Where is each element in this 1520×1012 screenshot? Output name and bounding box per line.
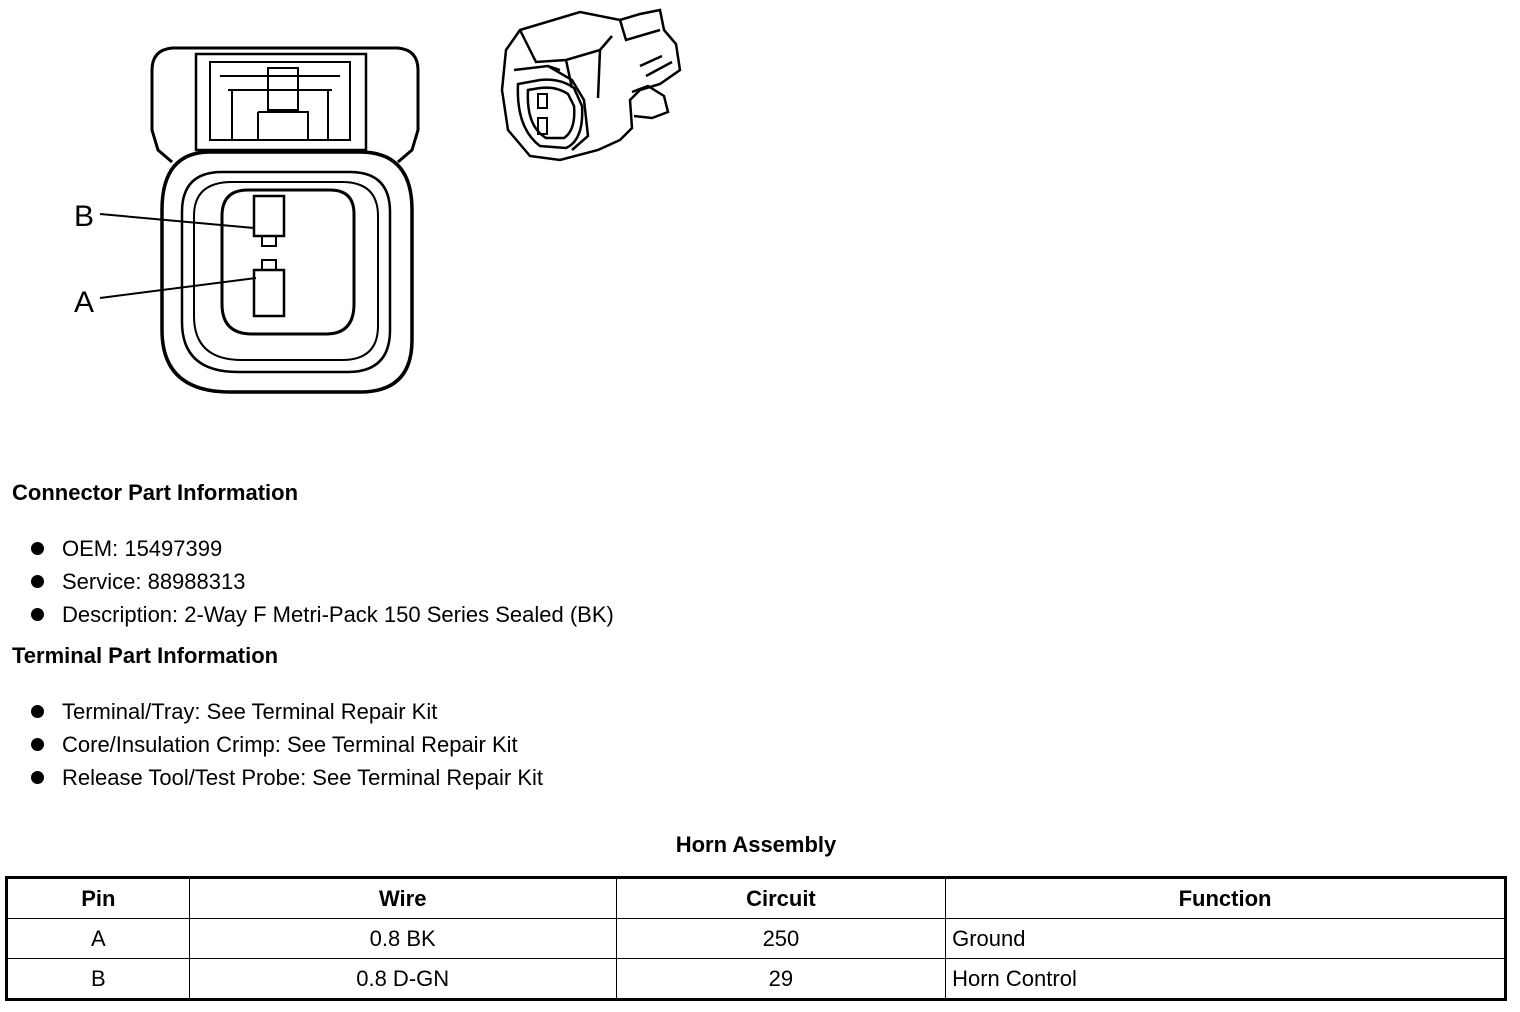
connector-face-view (100, 48, 418, 392)
cell-circuit: 250 (616, 919, 945, 959)
list-item-text: Release Tool/Test Probe: See Terminal Repair Kit (62, 765, 543, 790)
connector-info-heading: Connector Part Information (12, 480, 299, 505)
list-item (28, 695, 543, 728)
header-circuit: Circuit (616, 878, 945, 919)
pin-label-a: A (74, 286, 95, 319)
list-item (28, 728, 543, 761)
bullet-icon (31, 705, 44, 718)
cell-circuit: 29 (616, 959, 945, 1000)
list-item (28, 565, 614, 598)
bullet-icon (31, 608, 44, 621)
bullet-icon (31, 771, 44, 784)
cell-pin: B (7, 959, 190, 1000)
cell-pin: A (7, 919, 190, 959)
pinout-table (5, 876, 1507, 1001)
header-wire: Wire (189, 878, 616, 919)
terminal-info-heading: Terminal Part Information (12, 643, 279, 668)
cell-function: Horn Control (946, 959, 1506, 1000)
terminal-info-list (28, 695, 543, 794)
connector-diagram (0, 0, 720, 420)
list-item-text: Terminal/Tray: See Terminal Repair Kit (62, 699, 438, 724)
table-row (7, 919, 1506, 959)
header-function: Function (946, 878, 1506, 919)
table-header-row (7, 878, 1506, 919)
list-item-text: OEM: 15497399 (62, 536, 223, 561)
list-item (28, 761, 543, 794)
bullet-icon (31, 575, 44, 588)
list-item (28, 532, 614, 565)
header-pin: Pin (7, 878, 190, 919)
table-row (7, 959, 1506, 1000)
table-title: Horn Assembly (675, 832, 837, 857)
cell-function: Ground (946, 919, 1506, 959)
list-item-text: Core/Insulation Crimp: See Terminal Repair Kit (62, 732, 518, 757)
list-item-text: Description: 2-Way F Metri-Pack 150 Series Sealed (BK) (62, 602, 614, 627)
cell-wire: 0.8 BK (189, 919, 616, 959)
connector-info-list (28, 532, 614, 631)
list-item-text: Service: 88988313 (62, 569, 246, 594)
bullet-icon (31, 738, 44, 751)
cell-wire: 0.8 D-GN (189, 959, 616, 1000)
bullet-icon (31, 542, 44, 555)
connector-isometric-view (502, 10, 680, 160)
pin-label-b: B (74, 200, 95, 233)
list-item (28, 598, 614, 631)
